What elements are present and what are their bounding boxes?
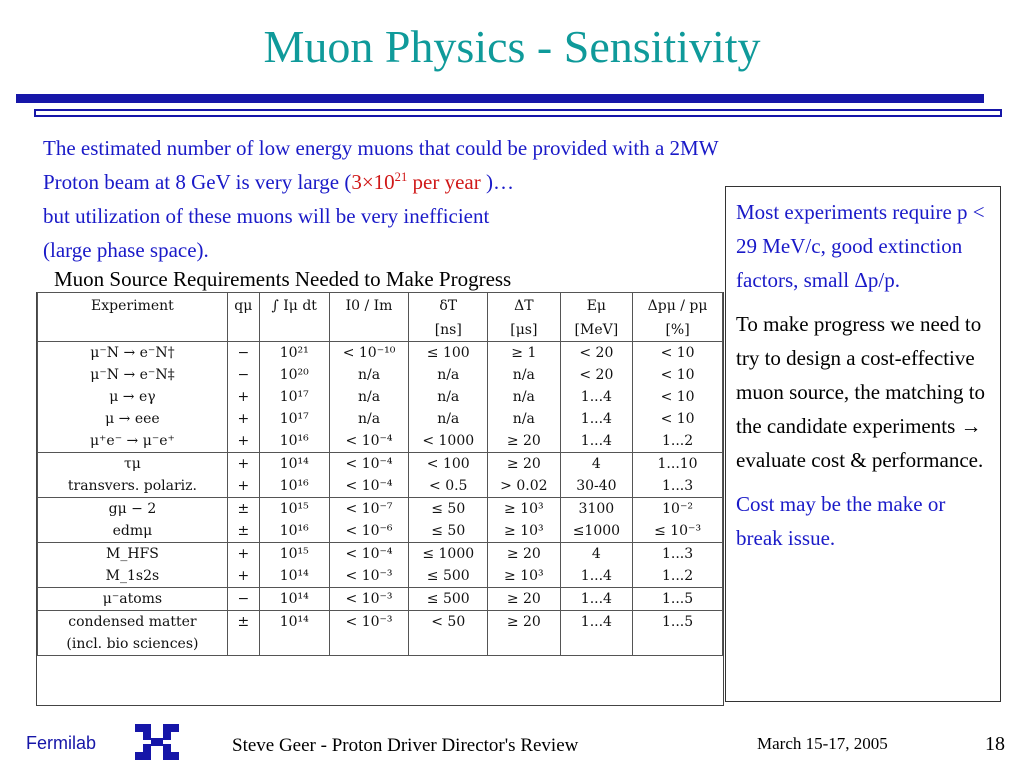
table-cell: < 10⁻⁷ bbox=[329, 498, 409, 521]
col-unit bbox=[329, 319, 409, 342]
table-cell: ≥ 20 bbox=[488, 430, 561, 453]
table-cell: ± bbox=[227, 498, 259, 521]
table-row bbox=[38, 475, 723, 498]
muon-count: 3×10 bbox=[351, 170, 395, 194]
table-cell: n/a bbox=[488, 386, 561, 408]
table-cell: μ⁻atoms bbox=[38, 588, 228, 611]
table-cell: 4 bbox=[560, 453, 633, 476]
table-cell: ≥ 10³ bbox=[488, 520, 561, 543]
table-cell: condensed matter bbox=[38, 611, 228, 634]
table-cell: 1...2 bbox=[633, 565, 723, 588]
table-cell bbox=[409, 633, 488, 656]
table-cell: ≤ 1000 bbox=[409, 543, 488, 566]
table-cell: M_HFS bbox=[38, 543, 228, 566]
table-cell: τμ bbox=[38, 453, 228, 476]
table-cell: − bbox=[227, 364, 259, 386]
table-caption: Muon Source Requirements Needed to Make Progress bbox=[54, 267, 512, 291]
table-cell bbox=[633, 633, 723, 656]
table-cell: < 0.5 bbox=[409, 475, 488, 498]
table-cell: 1...4 bbox=[560, 611, 633, 634]
table-cell: < 10⁻⁴ bbox=[329, 475, 409, 498]
table-cell: < 10 bbox=[633, 342, 723, 365]
table-cell: ≥ 20 bbox=[488, 453, 561, 476]
table-cell: n/a bbox=[488, 364, 561, 386]
table-cell: ≥ 10³ bbox=[488, 565, 561, 588]
table-cell: < 10⁻³ bbox=[329, 565, 409, 588]
table-cell: ≥ 20 bbox=[488, 588, 561, 611]
table-cell bbox=[329, 633, 409, 656]
intro-line-1: The estimated number of low energy muons that could be provided with a 2MW bbox=[43, 136, 719, 160]
table-row bbox=[38, 408, 723, 430]
unit-row bbox=[38, 319, 723, 342]
muon-count-exp: 21 bbox=[394, 170, 408, 184]
table-row bbox=[38, 588, 723, 611]
col-unit bbox=[227, 319, 259, 342]
table-cell: 10²¹ bbox=[259, 342, 329, 365]
table-row bbox=[38, 453, 723, 476]
table-cell: μ⁺e⁻ → μ⁻e⁺ bbox=[38, 430, 228, 453]
table-cell: 1...4 bbox=[560, 430, 633, 453]
requirements-table bbox=[37, 292, 723, 656]
header-row bbox=[38, 293, 723, 320]
table-cell: < 10⁻³ bbox=[329, 611, 409, 634]
intro-line-4: (large phase space). bbox=[43, 238, 209, 262]
table-cell: gμ − 2 bbox=[38, 498, 228, 521]
table-cell: edmμ bbox=[38, 520, 228, 543]
note-cost: Cost may be the make or break issue. bbox=[736, 492, 946, 550]
table-row bbox=[38, 565, 723, 588]
table-cell: 1...5 bbox=[633, 611, 723, 634]
table-cell: n/a bbox=[329, 408, 409, 430]
table-cell: 30-40 bbox=[560, 475, 633, 498]
table-cell: 1...3 bbox=[633, 475, 723, 498]
table-cell: < 10⁻⁴ bbox=[329, 543, 409, 566]
table-cell: < 20 bbox=[560, 342, 633, 365]
table-cell: − bbox=[227, 342, 259, 365]
table-cell: n/a bbox=[409, 408, 488, 430]
table-cell: 10¹⁴ bbox=[259, 565, 329, 588]
table-cell: 10¹⁴ bbox=[259, 453, 329, 476]
table-cell: ≤ 50 bbox=[409, 520, 488, 543]
table-cell: 10¹⁴ bbox=[259, 611, 329, 634]
note-requirements: Most experiments require p < 29 MeV/c, good extinction factors, small Δp/p. bbox=[736, 200, 985, 292]
table-cell: ≤ 500 bbox=[409, 588, 488, 611]
table-cell: 10¹⁷ bbox=[259, 386, 329, 408]
table-cell: ≥ 20 bbox=[488, 611, 561, 634]
table-cell: < 10 bbox=[633, 386, 723, 408]
table-cell: 1...4 bbox=[560, 588, 633, 611]
table-row bbox=[38, 386, 723, 408]
intro-line-2-end: )… bbox=[480, 170, 514, 194]
col-unit: [ns] bbox=[409, 319, 488, 342]
table-cell: + bbox=[227, 565, 259, 588]
table-cell: 10¹⁶ bbox=[259, 475, 329, 498]
table-cell: + bbox=[227, 543, 259, 566]
table-cell: n/a bbox=[329, 386, 409, 408]
table-cell: + bbox=[227, 475, 259, 498]
table-cell: < 10⁻¹⁰ bbox=[329, 342, 409, 365]
table-cell: μ → eee bbox=[38, 408, 228, 430]
table-cell: < 10⁻³ bbox=[329, 588, 409, 611]
intro-line-3: but utilization of these muons will be very inefficient bbox=[43, 204, 490, 228]
table-cell: < 100 bbox=[409, 453, 488, 476]
table-cell: 1...5 bbox=[633, 588, 723, 611]
table-cell: 10²⁰ bbox=[259, 364, 329, 386]
table-cell: 4 bbox=[560, 543, 633, 566]
table-row bbox=[38, 520, 723, 543]
table-cell: 1...3 bbox=[633, 543, 723, 566]
intro-red-num bbox=[351, 170, 480, 194]
table-cell: 10¹⁵ bbox=[259, 543, 329, 566]
col-header: δT bbox=[409, 293, 488, 320]
col-header: ΔT bbox=[488, 293, 561, 320]
col-unit: [MeV] bbox=[560, 319, 633, 342]
table-cell: 1...2 bbox=[633, 430, 723, 453]
col-header: Experiment bbox=[38, 293, 228, 320]
table-cell bbox=[560, 633, 633, 656]
table-row bbox=[38, 633, 723, 656]
col-unit bbox=[38, 319, 228, 342]
table-cell: n/a bbox=[409, 364, 488, 386]
table-cell: 3100 bbox=[560, 498, 633, 521]
table-cell: < 10⁻⁴ bbox=[329, 430, 409, 453]
table-cell: < 10⁻⁴ bbox=[329, 453, 409, 476]
table-cell: μ⁻N → e⁻N† bbox=[38, 342, 228, 365]
title-rule-thick bbox=[16, 94, 984, 103]
table-cell: + bbox=[227, 430, 259, 453]
table-row bbox=[38, 543, 723, 566]
table-cell bbox=[227, 633, 259, 656]
note-progress: To make progress we need to try to design a cost-effective muon source, the matching to the candidate experiments → evaluate cost & performance. bbox=[736, 312, 986, 472]
col-header: qμ bbox=[227, 293, 259, 320]
col-unit: [μs] bbox=[488, 319, 561, 342]
table-cell: μ⁻N → e⁻N‡ bbox=[38, 364, 228, 386]
table-cell: + bbox=[227, 453, 259, 476]
table-cell: 1...4 bbox=[560, 386, 633, 408]
table-cell: + bbox=[227, 386, 259, 408]
table-cell: 10¹⁶ bbox=[259, 520, 329, 543]
table-cell: 10¹⁷ bbox=[259, 408, 329, 430]
table-cell: transvers. polariz. bbox=[38, 475, 228, 498]
table-cell: > 0.02 bbox=[488, 475, 561, 498]
table-cell: − bbox=[227, 588, 259, 611]
table-cell: + bbox=[227, 408, 259, 430]
table-cell: ≤1000 bbox=[560, 520, 633, 543]
col-header: ∫ Iμ dt bbox=[259, 293, 329, 320]
table-cell: 1...4 bbox=[560, 408, 633, 430]
table-cell: ≥ 20 bbox=[488, 543, 561, 566]
notes-box bbox=[725, 186, 1001, 702]
col-unit bbox=[259, 319, 329, 342]
table-cell: ≤ 50 bbox=[409, 498, 488, 521]
footer-date: March 15-17, 2005 bbox=[757, 734, 888, 753]
fermilab-logo-icon bbox=[133, 720, 181, 764]
table-cell: < 10 bbox=[633, 408, 723, 430]
page-number: 18 bbox=[985, 733, 1005, 755]
table-cell: (incl. bio sciences) bbox=[38, 633, 228, 656]
table-cell: < 1000 bbox=[409, 430, 488, 453]
table-cell: < 10 bbox=[633, 364, 723, 386]
table-cell: 10⁻² bbox=[633, 498, 723, 521]
table-cell: ≥ 1 bbox=[488, 342, 561, 365]
table-cell: 10¹⁴ bbox=[259, 588, 329, 611]
table-cell: M_1s2s bbox=[38, 565, 228, 588]
table-cell: ≤ 100 bbox=[409, 342, 488, 365]
table-cell bbox=[259, 633, 329, 656]
title-rule-thin bbox=[34, 109, 1002, 117]
table-row bbox=[38, 498, 723, 521]
table-row bbox=[38, 364, 723, 386]
col-header: I0 / Im bbox=[329, 293, 409, 320]
table-cell: < 20 bbox=[560, 364, 633, 386]
slide-title: Muon Physics - Sensitivity bbox=[263, 21, 761, 72]
table-cell: ≥ 10³ bbox=[488, 498, 561, 521]
table-body bbox=[38, 342, 723, 656]
table-cell: 10¹⁵ bbox=[259, 498, 329, 521]
requirements-table-frame bbox=[36, 292, 724, 706]
table-cell: n/a bbox=[409, 386, 488, 408]
table-cell: ± bbox=[227, 520, 259, 543]
table-cell: ± bbox=[227, 611, 259, 634]
col-unit: [%] bbox=[633, 319, 723, 342]
footer-org: Fermilab bbox=[26, 733, 97, 753]
table-cell: 1...10 bbox=[633, 453, 723, 476]
table-row bbox=[38, 342, 723, 365]
col-header: Δpμ / pμ bbox=[633, 293, 723, 320]
footer-presenter: Steve Geer - Proton Driver Director's Review bbox=[232, 735, 579, 756]
table-row bbox=[38, 430, 723, 453]
table-cell: n/a bbox=[329, 364, 409, 386]
table-cell bbox=[488, 633, 561, 656]
col-header: Eμ bbox=[560, 293, 633, 320]
table-cell: < 50 bbox=[409, 611, 488, 634]
table-cell: ≤ 10⁻³ bbox=[633, 520, 723, 543]
table-cell: 10¹⁶ bbox=[259, 430, 329, 453]
table-cell: < 10⁻⁶ bbox=[329, 520, 409, 543]
table-cell: μ → eγ bbox=[38, 386, 228, 408]
table-row bbox=[38, 611, 723, 634]
table-cell: ≤ 500 bbox=[409, 565, 488, 588]
table-cell: 1...4 bbox=[560, 565, 633, 588]
intro-line-2-start: Proton beam at 8 GeV is very large ( bbox=[43, 170, 352, 194]
table-cell: n/a bbox=[488, 408, 561, 430]
per-year-text: per year bbox=[407, 170, 481, 194]
